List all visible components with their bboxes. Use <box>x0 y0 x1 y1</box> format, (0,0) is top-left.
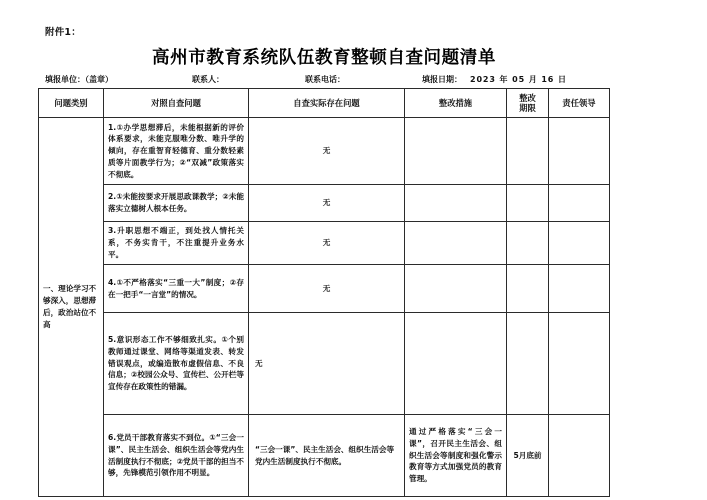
deadline-cell: 5月底前 <box>507 415 549 497</box>
header-category: 问题类别 <box>39 89 104 118</box>
report-date-label: 填报日期： <box>422 75 462 84</box>
header-responsible-leader: 责任领导 <box>549 89 610 118</box>
actual-issue-cell: 无 <box>249 118 405 185</box>
deadline-cell <box>507 118 549 185</box>
header-actual-issue: 自查实际存在问题 <box>249 89 405 118</box>
actual-issue-cell: 无 <box>249 222 405 265</box>
contact-person-label: 联系人： <box>192 75 224 84</box>
table-row <box>39 118 610 185</box>
leader-cell <box>549 313 610 415</box>
table-row <box>39 313 610 415</box>
measure-cell <box>405 118 507 185</box>
deadline-cell <box>507 265 549 313</box>
header-deadline <box>507 89 549 118</box>
reference-issue-cell: 6.党员干部教育落实不到位。①“三会一课”、民主生活会、组织生活会等党内生活制度执行不彻底；②党员干部的担当不够，先锋模范引领作用不明显。 <box>104 415 249 497</box>
page-title: 高州市教育系统队伍教育整顿自查问题清单 <box>152 48 496 68</box>
measure-cell <box>405 222 507 265</box>
reporting-unit-label: 填报单位：（盖章） <box>45 75 113 84</box>
measure-cell <box>405 185 507 222</box>
reference-issue-cell: 2.①未能按要求开展思政课教学；②未能落实立德树人根本任务。 <box>104 185 249 222</box>
table-row <box>39 222 610 265</box>
actual-issue-cell: 无 <box>249 185 405 222</box>
attachment-label: 附件1： <box>45 27 81 38</box>
leader-cell <box>549 118 610 185</box>
reference-issue-cell: 3.升职思想不端正，到处找人情托关系，不务实肯干，不注重提升业务水平。 <box>104 222 249 265</box>
measure-cell <box>405 313 507 415</box>
table-header-row <box>39 89 610 118</box>
reference-issue-cell: 4.①不严格落实“三重一大”制度；②存在一把手“一言堂”的情况。 <box>104 265 249 313</box>
meta-row <box>45 74 665 86</box>
table-row <box>39 415 610 497</box>
leader-cell <box>549 415 610 497</box>
actual-issue-cell: 无 <box>249 265 405 313</box>
deadline-cell <box>507 185 549 222</box>
leader-cell <box>549 185 610 222</box>
header-reference-issue: 对照自查问题 <box>104 89 249 118</box>
report-date-value: 2023 年 05 月 16 日 <box>470 75 567 84</box>
reference-issue-cell: 1.①办学思想滞后，未能根据新的评价体系要求，未能克服唯分数、唯升学的倾向，存在重智育轻德育、重分数轻素质等片面教学行为；②“双减”政策落实不彻底。 <box>104 118 249 185</box>
actual-issue-cell: “三会一课”、民主生活会、组织生活会等党内生活制度执行不彻底。 <box>249 415 405 497</box>
category-cell: 一、理论学习不够深入，思想滞后，政治站位不高 <box>39 118 104 497</box>
table-row <box>39 265 610 313</box>
header-deadline-line2: 期限 <box>519 103 536 113</box>
table-row <box>39 185 610 222</box>
leader-cell <box>549 222 610 265</box>
contact-phone-label: 联系电话： <box>305 75 345 84</box>
measure-cell: 通过严格落实“三会一课”，召开民主生活会、组织生活会等制度和强化警示教育等方式加强党员的教育管理。 <box>405 415 507 497</box>
deadline-cell <box>507 313 549 415</box>
leader-cell <box>549 265 610 313</box>
header-deadline-line1: 整改 <box>519 92 536 103</box>
deadline-cell <box>507 222 549 265</box>
header-measures: 整改措施 <box>405 89 507 118</box>
actual-issue-cell: 无 <box>249 313 405 415</box>
measure-cell <box>405 265 507 313</box>
reference-issue-cell: 5.意识形态工作不够细致扎实。①个别教师通过课堂、网络等渠道发表、转发错误观点，或编造散布虚假信息、不良信息；②校园公众号、宣传栏、公开栏等宣传存在政策性的错漏。 <box>104 313 249 415</box>
self-inspection-table <box>38 88 610 497</box>
